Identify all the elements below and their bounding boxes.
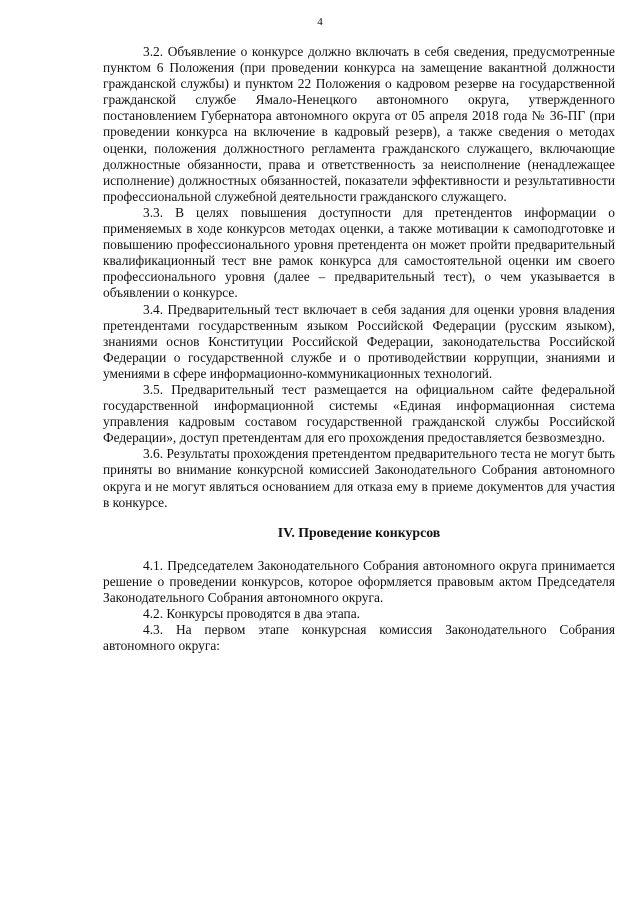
paragraph-3-6: 3.6. Результаты прохождения претендентом предварительного теста не могут быть приняты во внимание конкурсной комиссией Законодательного Собрания автономного округа и не могут являться основанием для отказа ему в приеме документов для участия в конкурсе.	[103, 446, 615, 510]
document-body	[103, 44, 615, 654]
page-number: 4	[317, 16, 323, 28]
paragraph-3-2: 3.2. Объявление о конкурсе должно включать в себя сведения, предусмотренные пунктом 6 Положения (при проведении конкурса на замещение вакантной должности гражданской службы) и пунктом 22 Положения о кадровом резерве на государственной гражданской службе Ямало-Ненецкого автономного округа, утвержденного постановлением Губернатора автономного округа от 05 апреля 2018 года № 36-ПГ (при проведении конкурса на включение в кадровый резерв), а также сведения о методах оценки, положения должностного регламента гражданского служащего, включающие должностные обязанности, права и ответственность за неисполнение (ненадлежащее исполнение) должностных обязанностей, показатели эффективности и результативности профессиональной служебной деятельности гражданского служащего.	[103, 44, 615, 204]
paragraph-3-3: 3.3. В целях повышения доступности для претендентов информации о применяемых в ходе конкурсов методах оценки, а также мотивации к самоподготовке и повышению профессионального уровня претендента он может пройти предварительный квалификационный тест вне рамок конкурса для самостоятельной оценки им своего профессионального уровня (далее – предварительный тест), о чем указывается в объявлении о конкурсе.	[103, 204, 615, 301]
paragraph-3-5: 3.5. Предварительный тест размещается на официальном сайте федеральной государственной информационной системы «Единая информационная система управления кадровым составом государственной гражданской службы Российской Федерации», доступ претендентам для его прохождения предоставляется безвозмездно.	[103, 381, 615, 446]
section-title: IV. Проведение конкурсов	[277, 524, 441, 540]
paragraph-4-2: 4.2. Конкурсы проводятся в два этапа.	[143, 606, 360, 622]
paragraph-4-1: 4.1. Председателем Законодательного Собрания автономного округа принимается решение о проведении конкурсов, которое оформляется правовым актом Председателя Законодательного Собрания автономного округа.	[103, 557, 615, 605]
paragraph-4-3: 4.3. На первом этапе конкурсная комиссия Законодательного Собрания автономного округа:	[103, 622, 615, 654]
paragraph-3-4: 3.4. Предварительный тест включает в себя задания для оценки уровня владения претендентами государственным языком Российской Федерации (русским языком), знаниями основ Конституции Российской Федерации, законодательства Российской Федерации о государственной службе и о противодействии коррупции, знаниями и умениями в сфере информационно-коммуникационных технологий.	[103, 301, 615, 381]
